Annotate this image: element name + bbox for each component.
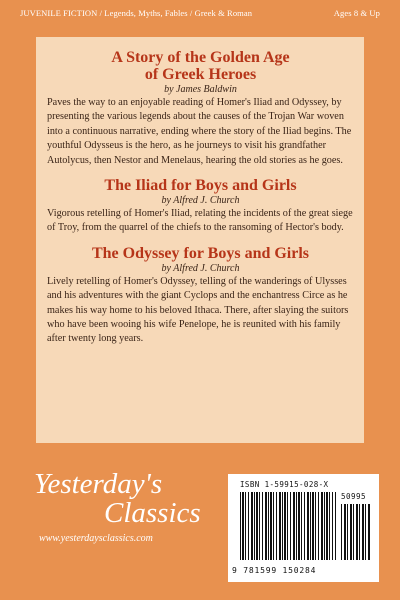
publisher-name-line-1: Yesterday's [34,468,163,500]
isbn-label: ISBN 1-59915-028-X [240,480,329,489]
age-range-label: Ages 8 & Up [333,8,380,18]
book-description: Paves the way to an enjoyable reading of Homer's Iliad and Odyssey, by presenting the various legends about the causes of the Trojan War woven into a continuous narrative, ending where the story of the Iliad begins. The youthful Odysseus is the hero, as he journeys to visit his grandfather Autolycus, then Nestor and Menelaus, hearing the old stories as he goes. [47,97,352,166]
publisher-url: www.yesterdaysclassics.com [39,533,153,544]
book-title: The Odyssey for Boys and Girls [91,244,310,262]
book-entry-odyssey [47,245,354,347]
ean-number: 9 781599 150284 [232,566,317,575]
barcode-addon-number: 50995 [341,492,367,501]
book-description: Vigorous retelling of Homer's Iliad, relating the incidents of the great siege of Troy, from the quarrel of the chiefs to the ransoming of Hector's body. [47,208,353,234]
book-entry-golden-age [47,49,354,168]
book-title [47,49,354,83]
barcode-bars [240,492,336,560]
publisher-name-line-2: Classics [104,497,201,529]
category-label: JUVENILE FICTION / Legends, Myths, Fables / Greek & Roman [20,8,253,18]
book-title-line-2: of Greek Heroes [144,66,257,83]
book-title-line-1: A Story of the Golden Age [111,49,290,66]
book-author: by James Baldwin [164,84,237,95]
publisher-logo [34,470,201,544]
description-panel [36,37,364,443]
barcode-addon-bars [341,504,371,560]
book-author: by Alfred J. Church [161,262,240,274]
book-description: Lively retelling of Homer's Odyssey, telling of the wanderings of Ulysses and his adventures with the giant Cyclops and the enchantress Circe as he makes his way home to his beloved Ithaca. There, after slaying the suitors who have been wooing his wife Penelope, he is reunited with his family after twenty long years. [47,275,349,345]
category-header [20,8,380,18]
book-title: The Iliad for Boys and Girls [104,177,297,195]
book-author: by Alfred J. Church [161,195,240,207]
book-entry-iliad [47,177,354,236]
isbn-barcode [228,474,379,582]
